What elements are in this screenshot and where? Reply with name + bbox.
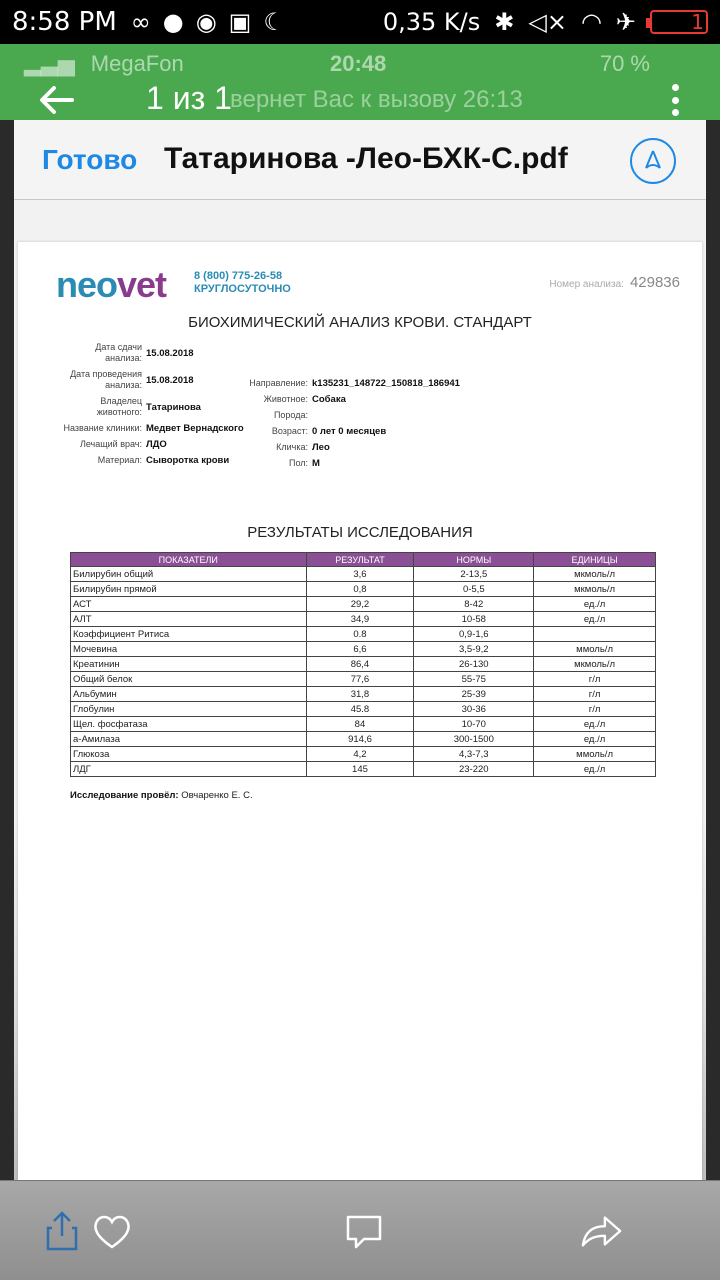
chat-icon: ● [162,8,184,36]
share-icon [44,1210,80,1252]
performed-by: Исследование провёл: Овчаренко Е. С. [70,790,253,801]
result-cell: 0,8 [306,582,414,597]
result-cell: 4,2 [306,747,414,762]
ghost-clock: 20:48 [330,51,387,76]
indicator-cell: а-Амилаза [71,732,307,747]
col-header: РЕЗУЛЬТАТ [306,553,414,567]
table-row [71,657,656,672]
result-cell: 86,4 [306,657,414,672]
info-value: Медвет Вернадского [146,423,244,434]
unit-cell: ед./л [534,762,656,777]
report-heading: БИОХИМИЧЕСКИЙ АНАЛИЗ КРОВИ. СТАНДАРТ [188,314,532,331]
comment-button[interactable] [342,1209,386,1253]
table-row [71,762,656,777]
table-row [71,642,656,657]
info-label: Лечащий врач: [79,439,142,449]
norm-cell: 2-13,5 [414,567,534,582]
result-cell: 31,8 [306,687,414,702]
page-counter: 1 из 1 [146,80,232,116]
table-row [71,687,656,702]
norm-cell: 25-39 [414,687,534,702]
indicator-cell: Билирубин общий [71,567,307,582]
status-right [383,8,708,36]
bottom-toolbar [0,1180,720,1280]
forward-icon [580,1213,624,1249]
unit-cell: ед./л [534,732,656,747]
norm-cell: 3,5-9,2 [414,642,534,657]
ghost-battery: 70 % [599,51,650,76]
info-value: 0 лет 0 месяцев [312,426,387,437]
unit-cell: мкмоль/л [534,582,656,597]
info-value: Сыворотка крови [146,455,230,466]
info-row [238,426,538,437]
norm-cell: 4,3-7,3 [414,747,534,762]
result-cell: 34,9 [306,612,414,627]
table-row [71,717,656,732]
app-toolbar [0,44,720,120]
unit-cell: ед./л [534,597,656,612]
info-value: 15.08.2018 [146,347,194,359]
forward-button[interactable] [580,1209,624,1253]
norm-cell: 0-5,5 [414,582,534,597]
table-row [71,612,656,627]
result-cell: 914,6 [306,732,414,747]
indicator-cell: Коэффициент Ритиса [71,627,307,642]
indicator-cell: ЛДГ [71,762,307,777]
pdf-viewer [14,120,706,1280]
signal-icon: ▂▃▅ [24,51,75,76]
info-row [58,455,258,466]
norm-cell: 0,9-1,6 [414,627,534,642]
table-row [71,597,656,612]
norm-cell: 8-42 [414,597,534,612]
info-label: Название клиники: [63,423,142,433]
info-value: 15.08.2018 [146,374,194,386]
info-row [238,378,538,389]
indicator-cell: Глобулин [71,702,307,717]
unit-cell: г/л [534,702,656,717]
info-row [238,442,538,453]
indicator-cell: АЛТ [71,612,307,627]
pdf-page [18,242,702,1222]
info-row [238,394,538,405]
info-value: М [312,458,320,469]
notification-icons [131,8,285,36]
info-row [58,423,258,434]
result-cell: 6,6 [306,642,414,657]
like-button[interactable] [90,1209,134,1253]
battery-level: 1 [691,10,704,34]
result-cell: 145 [306,762,414,777]
result-cell: 29,2 [306,597,414,612]
norm-cell: 10-58 [414,612,534,627]
back-button[interactable] [36,80,76,120]
info-label: Пол: [288,458,308,468]
patient-info-left [58,342,258,471]
table-row [71,672,656,687]
heart-icon [91,1212,133,1250]
norm-cell: 55-75 [414,672,534,687]
unit-cell: г/л [534,687,656,702]
norm-cell: 10-70 [414,717,534,732]
document-title: Татаринова -Лео-БХК-С.pdf [164,142,568,175]
info-row [238,410,538,421]
info-label: Кличка: [276,442,308,452]
status-time: 8:58 PM [12,7,117,37]
result-cell: 77,6 [306,672,414,687]
result-cell: 3,6 [306,567,414,582]
col-header: НОРМЫ [414,553,534,567]
info-label: Дата сдачи анализа: [95,342,142,363]
unit-cell: мкмоль/л [534,657,656,672]
table-row [71,732,656,747]
markup-button[interactable] [630,138,676,184]
ghost-carrier: MegaFon [90,51,184,76]
table-row [71,747,656,762]
result-cell: 45.8 [306,702,414,717]
table-row [71,702,656,717]
result-cell: 0.8 [306,627,414,642]
more-vert-icon [672,84,679,91]
ghost-call-banner: вернет Вас к вызову 26:13 [230,86,523,113]
info-label: Направление: [249,378,308,388]
results-header-row [71,553,656,567]
info-value: k135231_148722_150818_186941 [312,378,460,389]
unit-cell: ммоль/л [534,747,656,762]
norm-cell: 300-1500 [414,732,534,747]
indicator-cell: Щел. фосфатаза [71,717,307,732]
unit-cell: ммоль/л [534,642,656,657]
neovet-logo: neovet [56,264,167,305]
clinic-phone: 8 (800) 775-26-58 КРУГЛОСУТОЧНО [194,270,291,295]
unit-cell [534,627,656,642]
network-speed: 0,35 K/s [382,8,481,36]
info-label: Порода: [273,410,308,420]
info-value: Татаринова [146,401,201,413]
info-row [238,458,538,469]
info-row [58,369,258,391]
info-row [58,439,258,450]
info-label: Животное: [263,394,308,404]
results-table [70,552,656,777]
info-value: Лео [312,442,330,453]
unit-cell: ед./л [534,717,656,732]
indicator-cell: Глюкоза [71,747,307,762]
done-button[interactable]: Готово [42,144,138,175]
infinity-icon: ∞ [130,8,151,36]
table-row [71,567,656,582]
info-value: Собака [312,394,346,405]
viewer-nav-bar [14,120,706,200]
info-row [58,396,258,418]
unit-cell: г/л [534,672,656,687]
indicator-cell: Креатинин [71,657,307,672]
mute-icon: ◁× [528,8,567,36]
results-heading: РЕЗУЛЬТАТЫ ИССЛЕДОВАНИЯ [247,524,473,541]
share-button[interactable] [40,1209,84,1253]
indicator-cell: АСТ [71,597,307,612]
image-icon: ▣ [228,8,252,36]
ghost-ios-status [0,44,720,84]
unit-cell: мкмоль/л [534,567,656,582]
battery-icon [650,10,708,34]
info-label: Материал: [97,455,142,465]
wifi-icon: ◠ [580,8,602,36]
norm-cell: 30-36 [414,702,534,717]
indicator-cell: Билирубин прямой [71,582,307,597]
analysis-number: Номер анализа: 429836 [549,274,680,291]
norm-cell: 26-130 [414,657,534,672]
indicator-cell: Альбумин [71,687,307,702]
table-row [71,582,656,597]
airplane-icon: ✈ [615,8,636,36]
status-bar [0,0,720,44]
unit-cell: ед./л [534,612,656,627]
info-row [58,342,258,364]
col-header: ЕДИНИЦЫ [534,553,656,567]
more-button[interactable] [660,80,690,120]
markup-pen-icon [640,148,666,174]
patient-info-right [238,378,538,474]
info-label: Владелец животного: [96,396,142,417]
moon-icon: ☾ [263,8,285,36]
viber-icon: ◉ [195,8,217,36]
result-cell: 84 [306,717,414,732]
back-arrow-icon [38,84,74,116]
indicator-cell: Общий белок [71,672,307,687]
table-row [71,627,656,642]
bluetooth-icon: ✱ [494,8,515,36]
comment-icon [344,1211,384,1251]
norm-cell: 23-220 [414,762,534,777]
indicator-cell: Мочевина [71,642,307,657]
info-label: Возраст: [271,426,308,436]
info-value: ЛДО [146,439,167,450]
col-header: ПОКАЗАТЕЛИ [71,553,307,567]
info-label: Дата проведения анализа: [70,369,142,390]
